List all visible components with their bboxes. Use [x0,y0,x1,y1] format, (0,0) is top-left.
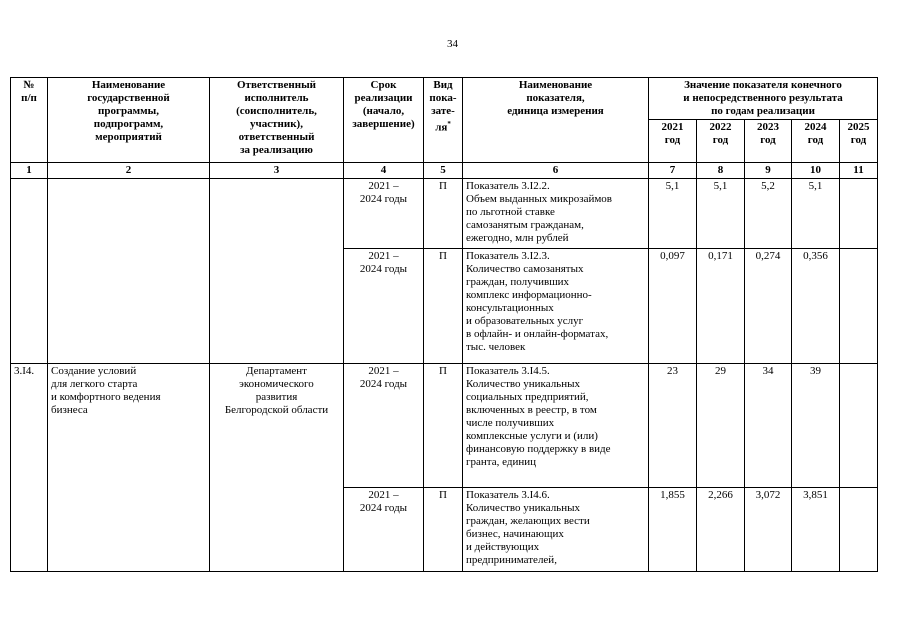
col-number: 3 [210,163,344,179]
row-indicator-type: П [424,364,463,488]
row-value-2022: 2,266 [697,488,745,572]
row-value-2024: 0,356 [792,249,840,364]
row-value-2022: 29 [697,364,745,488]
row-program-name: Создание условий для легкого старта и комфортного ведения бизнеса [48,364,210,572]
row-value-2024: 5,1 [792,179,840,249]
row-term: 2021 – 2024 годы [344,488,424,572]
col-number: 4 [344,163,424,179]
header-year-2024: 2024 год [792,120,840,163]
col-number: 9 [745,163,792,179]
header-program-name: Наименование государственной программы, подпрограмм, мероприятий [48,78,210,163]
col-number: 6 [463,163,649,179]
row-value-2021: 5,1 [649,179,697,249]
header-indicator-name: Наименование показателя, единица измерения [463,78,649,163]
row-value-2023: 0,274 [745,249,792,364]
header-values: Значение показателя конечного и непосредственного результата по годам реализации [649,78,878,120]
row-value-2022: 5,1 [697,179,745,249]
col-number: 2 [48,163,210,179]
col-number: 8 [697,163,745,179]
row-indicator-type: П [424,488,463,572]
row-value-2025 [840,364,878,488]
row-term: 2021 – 2024 годы [344,249,424,364]
row-indicator-name: Показатель 3.I4.6. Количество уникальных граждан, желающих вести бизнес, начинающих и действующих предпринимателей, [463,488,649,572]
row-value-2021: 1,855 [649,488,697,572]
header-indicator-type-text: Вид пока- зате- ля [429,79,457,134]
row-responsible [210,179,344,364]
row-indicator-name: Показатель 3.I4.5. Количество уникальных социальных предприятий, включенных в реестр, в том числе получивших комплексные услуги и (или) финансовую поддержку в виде гранта, единиц [463,364,649,488]
row-num: 3.I4. [11,364,48,572]
page-number: 34 [447,38,458,50]
row-term: 2021 – 2024 годы [344,364,424,488]
header-indicator-type [424,78,463,163]
header-indicator-type-footnote: * [447,120,451,128]
row-num [11,179,48,364]
row-indicator-type: П [424,249,463,364]
header-year-2022: 2022 год [697,120,745,163]
row-program-name [48,179,210,364]
row-indicator-name: Показатель 3.I2.3. Количество самозанятых граждан, получивших комплекс информационно- консультационных и образовательных услуг в офлайн- и онлайн-форматах, тыс. человек [463,249,649,364]
row-indicator-name: Показатель 3.I2.2. Объем выданных микрозаймов по льготной ставке самозанятым гражданам, ежегодно, млн рублей [463,179,649,249]
table-row [11,179,878,249]
col-number: 10 [792,163,840,179]
row-value-2023: 3,072 [745,488,792,572]
col-number: 5 [424,163,463,179]
row-value-2025 [840,179,878,249]
row-value-2022: 0,171 [697,249,745,364]
indicators-table [10,77,878,572]
header-num: № п/п [11,78,48,163]
table-row [11,364,878,488]
header-responsible: Ответственный исполнитель (соисполнитель, участник), ответственный за реализацию [210,78,344,163]
row-value-2024: 3,851 [792,488,840,572]
row-value-2025 [840,249,878,364]
col-number: 7 [649,163,697,179]
row-value-2025 [840,488,878,572]
header-year-2025: 2025 год [840,120,878,163]
header-year-2023: 2023 год [745,120,792,163]
row-indicator-type: П [424,179,463,249]
row-value-2023: 34 [745,364,792,488]
header-term: Срок реализации (начало, завершение) [344,78,424,163]
row-value-2023: 5,2 [745,179,792,249]
header-year-2021: 2021 год [649,120,697,163]
row-value-2024: 39 [792,364,840,488]
col-number: 11 [840,163,878,179]
row-value-2021: 0,097 [649,249,697,364]
row-term: 2021 – 2024 годы [344,179,424,249]
col-number: 1 [11,163,48,179]
row-responsible: Департамент экономического развития Белгородской области [210,364,344,572]
row-value-2021: 23 [649,364,697,488]
